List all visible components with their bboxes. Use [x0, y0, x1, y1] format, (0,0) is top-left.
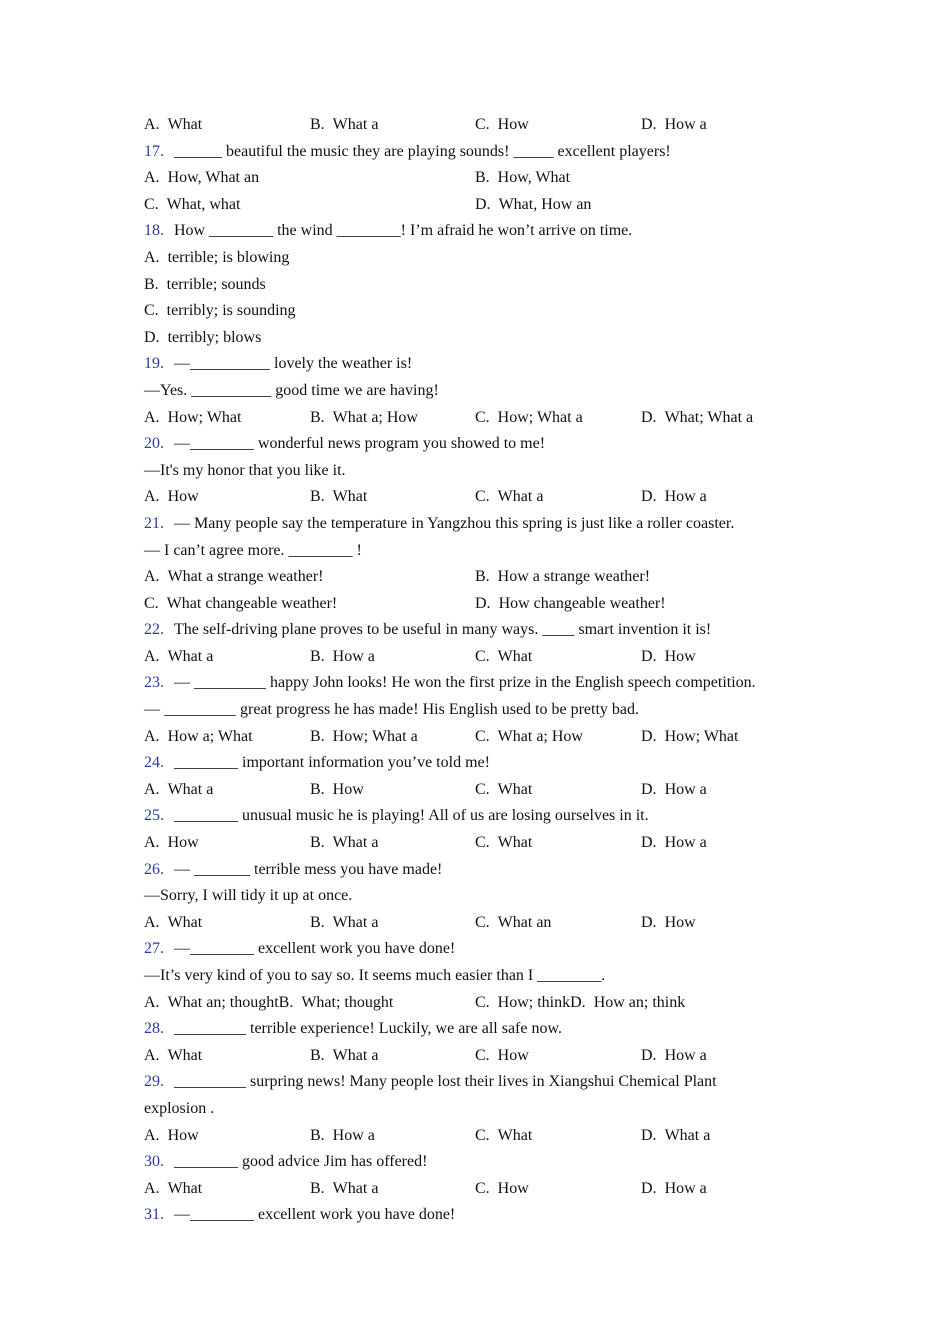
option-b[interactable]: B. How [310, 780, 364, 798]
option-d[interactable]: D. How a [641, 116, 707, 133]
question-stem: 19. —__________ lovely the weather is! [144, 355, 413, 373]
question-stem: 29. _________ surpring news! Many people lost their lives in Xiangshui Chemical Plant [144, 1073, 717, 1091]
option-d[interactable]: D. How a [641, 834, 707, 852]
question-stem: 17. ______ beautiful the music they are playing sounds! _____ excellent players! [144, 142, 671, 160]
question-stem: 24. ________ important information you’ve told me! [144, 754, 490, 772]
option-c[interactable]: C. What an [475, 913, 552, 931]
question-stem-continued: —Yes. __________ good time we are having! [144, 381, 439, 399]
question-stem: 21. — Many people say the temperature in Yangzhou this spring is just like a roller coaster. [144, 514, 735, 532]
options-row [144, 990, 804, 1017]
question-stem-continued: —It’s very kind of you to say so. It seems much easier than I ________. [144, 967, 606, 984]
question-stem-continued: — _________ great progress he has made! His English used to be pretty bad. [144, 701, 640, 719]
option-b[interactable]: B. How, What [475, 169, 571, 187]
options-row [144, 245, 804, 272]
option-b[interactable]: B. How; What a [310, 727, 418, 745]
option-b[interactable]: B. What a [310, 116, 379, 133]
question-stem: 28. _________ terrible experience! Luckily, we are all safe now. [144, 1020, 562, 1038]
question-number: 30. [144, 1153, 164, 1171]
question-stem: 27. —________ excellent work you have done! [144, 940, 456, 958]
option-a[interactable]: A. What [144, 1046, 203, 1064]
options-row [144, 1176, 804, 1203]
options-row [144, 165, 804, 192]
options-row [144, 910, 804, 937]
option-d[interactable]: D. How [641, 647, 696, 665]
option-b[interactable]: B. How a [310, 647, 375, 665]
option-a[interactable]: A. What a strange weather! [144, 568, 324, 586]
options-row [144, 405, 804, 432]
option-b[interactable]: B. What a [310, 1046, 379, 1064]
option-c[interactable]: C. What [475, 647, 533, 665]
options-row [144, 1123, 804, 1150]
option-a[interactable]: A. What [144, 1179, 203, 1197]
option-b[interactable]: B. What a [310, 1179, 379, 1197]
option-a[interactable]: A. How [144, 488, 199, 506]
question-number: 21. [144, 514, 164, 532]
option-c[interactable]: C. How [475, 1046, 529, 1064]
question-number: 24. [144, 754, 164, 772]
option-b[interactable]: B. How a strange weather! [475, 568, 651, 586]
options-row [144, 591, 804, 618]
option-c[interactable]: C. How [475, 1179, 529, 1197]
option-d[interactable]: D. How [641, 913, 696, 931]
question-number: 26. [144, 860, 164, 878]
question-number: 25. [144, 807, 164, 825]
question-stem: 20. —________ wonderful news program you showed to me! [144, 435, 546, 453]
question-stem: 23. — _________ happy John looks! He won the first prize in the English speech competition. [144, 674, 756, 692]
option-a[interactable]: A. What [144, 913, 203, 931]
options-row [144, 777, 804, 804]
question-number: 17. [144, 142, 164, 160]
question-number: 31. [144, 1206, 164, 1224]
options-row [144, 830, 804, 857]
option-a[interactable]: A. What a [144, 780, 214, 798]
option-a[interactable]: A. What an; thoughtB. What; thought [144, 993, 394, 1011]
option-a[interactable]: A. terrible; is blowing [144, 248, 290, 266]
option-c[interactable]: C. What [475, 834, 533, 852]
question-stem: 25. ________ unusual music he is playing! All of us are losing ourselves in it. [144, 807, 649, 825]
question-stem-continued: explosion . [144, 1099, 215, 1117]
option-a[interactable]: A. How a; What [144, 727, 253, 745]
options-row [144, 298, 804, 325]
option-c[interactable]: C. How [475, 116, 529, 133]
option-d[interactable]: D. How a [641, 1046, 707, 1064]
option-d[interactable]: D. terribly; blows [144, 328, 262, 346]
option-d[interactable]: D. How a [641, 780, 707, 798]
option-b[interactable]: B. What a; How [310, 408, 418, 426]
question-number: 22. [144, 621, 164, 639]
option-c[interactable]: C. What [475, 780, 533, 798]
option-b[interactable]: B. What a [310, 913, 379, 931]
question-stem-continued: —It's my honor that you like it. [144, 461, 346, 479]
option-a[interactable]: A. How [144, 1126, 199, 1144]
options-row [144, 192, 804, 219]
options-row [144, 112, 804, 139]
option-c[interactable]: C. What a [475, 488, 544, 506]
option-c[interactable]: C. What [475, 1126, 533, 1144]
question-number: 19. [144, 355, 164, 373]
option-c[interactable]: C. How; thinkD. How an; think [475, 993, 686, 1011]
question-number: 27. [144, 940, 164, 958]
question-stem: 30. ________ good advice Jim has offered! [144, 1153, 428, 1171]
option-a[interactable]: A. What a [144, 647, 214, 665]
question-stem: 22. The self-driving plane proves to be useful in many ways. ____ smart invention it is! [144, 621, 712, 639]
option-d[interactable]: D. What, How an [475, 195, 592, 213]
options-row [144, 1043, 804, 1070]
option-a[interactable]: A. How, What an [144, 169, 260, 187]
option-d[interactable]: D. What; What a [641, 408, 754, 426]
question-list [144, 112, 804, 1229]
options-row [144, 724, 804, 751]
option-d[interactable]: D. What a [641, 1126, 711, 1144]
option-b[interactable]: B. terrible; sounds [144, 275, 266, 293]
option-c[interactable]: C. How; What a [475, 408, 583, 426]
option-a[interactable]: A. How; What [144, 408, 242, 426]
option-d[interactable]: D. How; What [641, 727, 739, 745]
options-row [144, 484, 804, 511]
option-b[interactable]: B. What a [310, 834, 379, 852]
option-b[interactable]: B. How a [310, 1126, 375, 1144]
question-stem: 31. —________ excellent work you have done! [144, 1206, 456, 1224]
question-number: 28. [144, 1020, 164, 1038]
question-stem: 26. — _______ terrible mess you have made! [144, 860, 443, 878]
question-number: 29. [144, 1073, 164, 1091]
options-row [144, 564, 804, 591]
question-stem-continued: — I can’t agree more. ________ ! [144, 541, 362, 559]
option-a[interactable]: A. What [144, 116, 203, 133]
options-row [144, 272, 804, 299]
option-a[interactable]: A. How [144, 834, 199, 852]
option-b[interactable]: B. What [310, 488, 368, 506]
option-d[interactable]: D. How changeable weather! [475, 594, 666, 612]
question-number: 18. [144, 222, 164, 240]
options-row [144, 644, 804, 671]
option-c[interactable]: C. What, what [144, 195, 241, 213]
question-number: 23. [144, 674, 164, 692]
option-d[interactable]: D. How a [641, 488, 707, 506]
option-d[interactable]: D. How a [641, 1179, 707, 1197]
question-stem: 18. How ________ the wind ________! I’m afraid he won’t arrive on time. [144, 222, 633, 240]
option-c[interactable]: C. What changeable weather! [144, 594, 338, 612]
question-stem-continued: —Sorry, I will tidy it up at once. [144, 887, 353, 905]
option-b[interactable]: B. What; thought [278, 993, 394, 1011]
options-row [144, 325, 804, 352]
option-d[interactable]: D. How an; think [570, 993, 686, 1011]
question-number: 20. [144, 435, 164, 453]
option-c[interactable]: C. What a; How [475, 727, 583, 745]
option-c[interactable]: C. terribly; is sounding [144, 302, 296, 320]
